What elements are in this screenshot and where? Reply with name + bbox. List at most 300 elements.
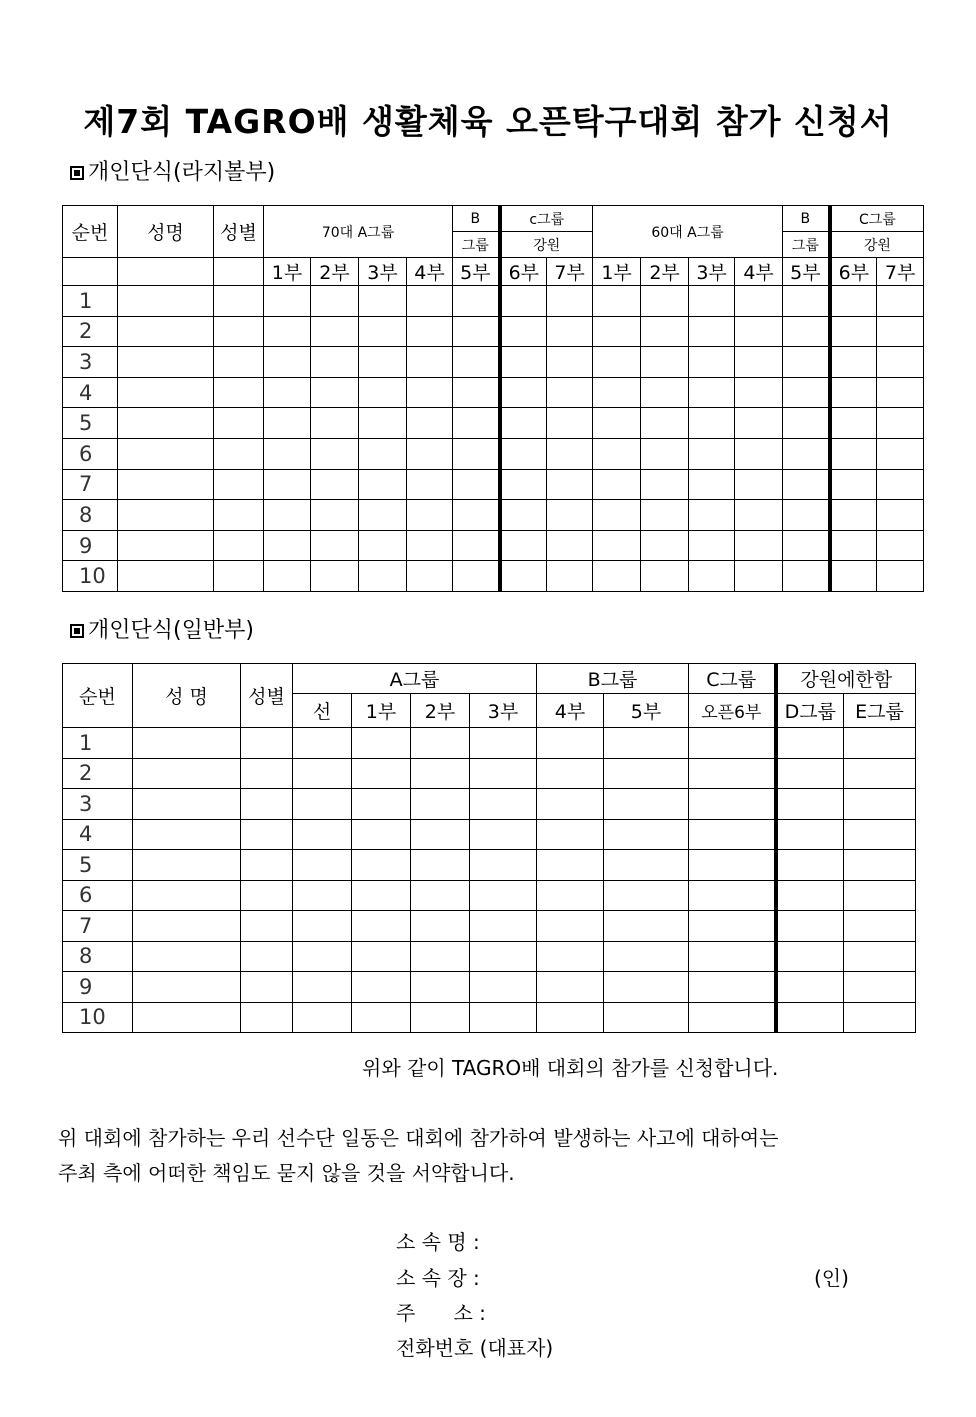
division-cell[interactable] bbox=[470, 911, 537, 942]
division-cell[interactable] bbox=[407, 438, 453, 469]
gender-cell[interactable] bbox=[214, 347, 264, 378]
division-cell[interactable] bbox=[293, 941, 352, 972]
division-cell[interactable] bbox=[352, 1002, 411, 1033]
division-cell[interactable] bbox=[877, 469, 924, 500]
division-cell[interactable] bbox=[359, 438, 407, 469]
division-cell[interactable] bbox=[689, 347, 735, 378]
division-cell[interactable] bbox=[547, 316, 593, 347]
division-cell[interactable] bbox=[470, 1002, 537, 1033]
division-cell[interactable] bbox=[470, 728, 537, 759]
division-cell[interactable] bbox=[735, 500, 783, 531]
division-cell[interactable] bbox=[830, 500, 877, 531]
division-cell[interactable] bbox=[411, 819, 470, 850]
header-name: 성 명 bbox=[133, 664, 241, 728]
division-cell[interactable] bbox=[604, 758, 689, 789]
division-cell[interactable] bbox=[407, 561, 453, 592]
division-cell[interactable] bbox=[537, 911, 604, 942]
division-cell[interactable] bbox=[844, 1002, 916, 1033]
name-cell[interactable] bbox=[133, 789, 241, 820]
table-row bbox=[63, 880, 916, 911]
division-cell[interactable] bbox=[352, 758, 411, 789]
division-cell[interactable] bbox=[689, 972, 776, 1003]
division-cell[interactable] bbox=[537, 819, 604, 850]
table-row bbox=[63, 850, 916, 881]
division-cell[interactable] bbox=[593, 469, 641, 500]
division-cell[interactable] bbox=[735, 530, 783, 561]
row-number: 10 bbox=[63, 561, 118, 592]
division-cell[interactable] bbox=[547, 469, 593, 500]
division-cell[interactable] bbox=[844, 941, 916, 972]
division-cell[interactable] bbox=[877, 347, 924, 378]
name-cell[interactable] bbox=[118, 408, 214, 439]
division-cell[interactable] bbox=[359, 530, 407, 561]
division-cell[interactable] bbox=[641, 316, 689, 347]
division-cell[interactable] bbox=[776, 789, 844, 820]
division-cell[interactable] bbox=[604, 972, 689, 1003]
division-cell[interactable] bbox=[641, 347, 689, 378]
division-cell[interactable] bbox=[293, 789, 352, 820]
division-cell[interactable] bbox=[783, 438, 830, 469]
division-cell[interactable] bbox=[359, 561, 407, 592]
division-cell[interactable] bbox=[776, 728, 844, 759]
division-cell[interactable] bbox=[470, 758, 537, 789]
division-cell[interactable] bbox=[407, 469, 453, 500]
division-cell[interactable] bbox=[844, 758, 916, 789]
division-cell[interactable] bbox=[311, 561, 359, 592]
gender-cell[interactable] bbox=[241, 789, 293, 820]
division-cell[interactable] bbox=[593, 347, 641, 378]
division-cell[interactable] bbox=[844, 911, 916, 942]
division-cell[interactable] bbox=[877, 530, 924, 561]
division-cell[interactable] bbox=[689, 911, 776, 942]
division-cell[interactable] bbox=[453, 408, 500, 439]
division-cell[interactable] bbox=[407, 347, 453, 378]
header-60s-group-a: 60대 A그룹 bbox=[593, 206, 783, 258]
name-cell[interactable] bbox=[133, 941, 241, 972]
gender-cell[interactable] bbox=[214, 438, 264, 469]
division-cell[interactable] bbox=[411, 789, 470, 820]
division-cell[interactable] bbox=[470, 880, 537, 911]
name-cell[interactable] bbox=[133, 1002, 241, 1033]
division-cell[interactable] bbox=[359, 286, 407, 317]
division-cell[interactable] bbox=[830, 286, 877, 317]
division-cell[interactable] bbox=[593, 408, 641, 439]
division-cell[interactable] bbox=[311, 377, 359, 408]
division-cell[interactable] bbox=[407, 316, 453, 347]
row-number: 9 bbox=[63, 530, 118, 561]
division-cell[interactable] bbox=[311, 530, 359, 561]
name-cell[interactable] bbox=[118, 377, 214, 408]
division-cell[interactable] bbox=[411, 941, 470, 972]
gender-cell[interactable] bbox=[241, 758, 293, 789]
division-cell[interactable] bbox=[604, 728, 689, 759]
division-cell[interactable] bbox=[537, 850, 604, 881]
row-number: 8 bbox=[63, 941, 133, 972]
division-cell[interactable] bbox=[844, 972, 916, 1003]
division-cell[interactable] bbox=[411, 1002, 470, 1033]
division-cell[interactable] bbox=[359, 316, 407, 347]
division-cell[interactable] bbox=[689, 561, 735, 592]
division-cell[interactable] bbox=[689, 530, 735, 561]
division-cell[interactable] bbox=[689, 850, 776, 881]
division-cell[interactable] bbox=[641, 438, 689, 469]
division-cell[interactable] bbox=[830, 377, 877, 408]
division-cell[interactable] bbox=[776, 972, 844, 1003]
division-cell[interactable] bbox=[641, 561, 689, 592]
division-cell[interactable] bbox=[604, 850, 689, 881]
division-cell[interactable] bbox=[359, 469, 407, 500]
division-cell[interactable] bbox=[689, 469, 735, 500]
division-cell[interactable] bbox=[877, 408, 924, 439]
division-cell[interactable] bbox=[407, 286, 453, 317]
division-cell[interactable] bbox=[352, 728, 411, 759]
division-cell[interactable] bbox=[604, 789, 689, 820]
division-cell[interactable] bbox=[689, 286, 735, 317]
division-cell[interactable] bbox=[453, 286, 500, 317]
header-name: 성명 bbox=[118, 206, 214, 258]
header-subdivision: E그룹 bbox=[844, 694, 916, 728]
division-cell[interactable] bbox=[877, 561, 924, 592]
division-cell[interactable] bbox=[293, 1002, 352, 1033]
row-number: 8 bbox=[63, 500, 118, 531]
division-cell[interactable] bbox=[641, 530, 689, 561]
division-cell[interactable] bbox=[689, 500, 735, 531]
division-cell[interactable] bbox=[537, 758, 604, 789]
division-cell[interactable] bbox=[830, 561, 877, 592]
gender-cell[interactable] bbox=[241, 972, 293, 1003]
division-cell[interactable] bbox=[877, 316, 924, 347]
name-cell[interactable] bbox=[118, 530, 214, 561]
table-row bbox=[63, 438, 924, 469]
division-cell[interactable] bbox=[293, 758, 352, 789]
division-cell[interactable] bbox=[453, 530, 500, 561]
division-cell[interactable] bbox=[264, 286, 311, 317]
name-cell[interactable] bbox=[118, 438, 214, 469]
division-cell[interactable] bbox=[293, 819, 352, 850]
name-cell[interactable] bbox=[133, 850, 241, 881]
division-cell[interactable] bbox=[500, 530, 547, 561]
division-cell[interactable] bbox=[470, 789, 537, 820]
division-cell[interactable] bbox=[604, 880, 689, 911]
division-cell[interactable] bbox=[470, 941, 537, 972]
division-cell[interactable] bbox=[293, 911, 352, 942]
header-subdivision: 5부 bbox=[604, 694, 689, 728]
division-cell[interactable] bbox=[830, 408, 877, 439]
division-cell[interactable] bbox=[547, 561, 593, 592]
name-cell[interactable] bbox=[133, 972, 241, 1003]
division-cell[interactable] bbox=[776, 819, 844, 850]
division-cell[interactable] bbox=[783, 408, 830, 439]
division-cell[interactable] bbox=[537, 1002, 604, 1033]
header-no: 순번 bbox=[63, 206, 118, 258]
division-cell[interactable] bbox=[500, 408, 547, 439]
division-cell[interactable] bbox=[641, 500, 689, 531]
division-cell[interactable] bbox=[359, 500, 407, 531]
square-bullet-icon bbox=[70, 624, 84, 638]
header-subdivision: 4부 bbox=[537, 694, 604, 728]
gender-cell[interactable] bbox=[241, 850, 293, 881]
name-cell[interactable] bbox=[118, 286, 214, 317]
division-cell[interactable] bbox=[500, 469, 547, 500]
address-label: 주 소 : bbox=[396, 1301, 486, 1325]
division-cell[interactable] bbox=[500, 347, 547, 378]
division-cell[interactable] bbox=[735, 286, 783, 317]
header-group-a: A그룹 bbox=[293, 664, 537, 694]
division-cell[interactable] bbox=[537, 941, 604, 972]
division-cell[interactable] bbox=[352, 850, 411, 881]
division-cell[interactable] bbox=[844, 819, 916, 850]
gender-cell[interactable] bbox=[214, 316, 264, 347]
division-cell[interactable] bbox=[776, 941, 844, 972]
row-number: 2 bbox=[63, 316, 118, 347]
division-cell[interactable] bbox=[264, 408, 311, 439]
division-cell[interactable] bbox=[352, 911, 411, 942]
division-cell[interactable] bbox=[830, 469, 877, 500]
division-cell[interactable] bbox=[264, 377, 311, 408]
division-cell[interactable] bbox=[293, 850, 352, 881]
division-cell[interactable] bbox=[689, 880, 776, 911]
division-cell[interactable] bbox=[641, 408, 689, 439]
division-cell[interactable] bbox=[407, 377, 453, 408]
division-cell[interactable] bbox=[311, 438, 359, 469]
gender-cell[interactable] bbox=[241, 941, 293, 972]
division-cell[interactable] bbox=[735, 469, 783, 500]
division-cell[interactable] bbox=[776, 911, 844, 942]
division-cell[interactable] bbox=[352, 789, 411, 820]
division-cell[interactable] bbox=[830, 316, 877, 347]
name-cell[interactable] bbox=[118, 347, 214, 378]
division-cell[interactable] bbox=[877, 438, 924, 469]
name-cell[interactable] bbox=[133, 819, 241, 850]
division-cell[interactable] bbox=[352, 880, 411, 911]
division-cell[interactable] bbox=[411, 850, 470, 881]
division-cell[interactable] bbox=[407, 408, 453, 439]
gender-cell[interactable] bbox=[214, 469, 264, 500]
division-cell[interactable] bbox=[293, 728, 352, 759]
division-cell[interactable] bbox=[453, 438, 500, 469]
division-cell[interactable] bbox=[264, 469, 311, 500]
division-cell[interactable] bbox=[735, 347, 783, 378]
name-cell[interactable] bbox=[118, 561, 214, 592]
division-cell[interactable] bbox=[537, 880, 604, 911]
division-cell[interactable] bbox=[537, 972, 604, 1003]
division-cell[interactable] bbox=[783, 316, 830, 347]
division-cell[interactable] bbox=[735, 316, 783, 347]
division-cell[interactable] bbox=[264, 316, 311, 347]
gender-cell[interactable] bbox=[241, 880, 293, 911]
division-cell[interactable] bbox=[359, 377, 407, 408]
division-cell[interactable] bbox=[500, 286, 547, 317]
division-cell[interactable] bbox=[500, 561, 547, 592]
division-cell[interactable] bbox=[844, 728, 916, 759]
name-cell[interactable] bbox=[133, 911, 241, 942]
division-cell[interactable] bbox=[500, 438, 547, 469]
division-cell[interactable] bbox=[877, 377, 924, 408]
division-cell[interactable] bbox=[453, 500, 500, 531]
division-cell[interactable] bbox=[264, 347, 311, 378]
division-cell[interactable] bbox=[604, 911, 689, 942]
division-cell[interactable] bbox=[407, 530, 453, 561]
division-cell[interactable] bbox=[547, 377, 593, 408]
division-cell[interactable] bbox=[689, 941, 776, 972]
division-cell[interactable] bbox=[689, 758, 776, 789]
division-cell[interactable] bbox=[783, 469, 830, 500]
division-cell[interactable] bbox=[689, 377, 735, 408]
division-cell[interactable] bbox=[411, 880, 470, 911]
gender-cell[interactable] bbox=[214, 530, 264, 561]
division-cell[interactable] bbox=[689, 438, 735, 469]
division-cell[interactable] bbox=[604, 1002, 689, 1033]
division-cell[interactable] bbox=[689, 408, 735, 439]
division-cell[interactable] bbox=[776, 758, 844, 789]
division-cell[interactable] bbox=[500, 316, 547, 347]
division-cell[interactable] bbox=[293, 972, 352, 1003]
name-cell[interactable] bbox=[133, 758, 241, 789]
division-cell[interactable] bbox=[264, 561, 311, 592]
division-cell[interactable] bbox=[547, 438, 593, 469]
division-cell[interactable] bbox=[830, 347, 877, 378]
division-cell[interactable] bbox=[470, 850, 537, 881]
division-cell[interactable] bbox=[352, 941, 411, 972]
division-cell[interactable] bbox=[593, 530, 641, 561]
division-cell[interactable] bbox=[689, 789, 776, 820]
name-cell[interactable] bbox=[118, 316, 214, 347]
division-cell[interactable] bbox=[264, 500, 311, 531]
division-cell[interactable] bbox=[593, 377, 641, 408]
division-cell[interactable] bbox=[264, 530, 311, 561]
header-b-group-label: B bbox=[453, 206, 500, 232]
division-cell[interactable] bbox=[500, 500, 547, 531]
table-row bbox=[63, 561, 924, 592]
division-cell[interactable] bbox=[407, 500, 453, 531]
division-cell[interactable] bbox=[689, 819, 776, 850]
table-row bbox=[63, 941, 916, 972]
phone-label: 전화번호 (대표자) bbox=[396, 1336, 554, 1360]
table-row bbox=[63, 500, 924, 531]
division-cell[interactable] bbox=[311, 286, 359, 317]
division-cell[interactable] bbox=[311, 500, 359, 531]
division-cell[interactable] bbox=[593, 286, 641, 317]
gender-cell[interactable] bbox=[214, 377, 264, 408]
division-cell[interactable] bbox=[593, 438, 641, 469]
division-cell[interactable] bbox=[453, 316, 500, 347]
division-cell[interactable] bbox=[844, 880, 916, 911]
division-cell[interactable] bbox=[735, 438, 783, 469]
gender-cell[interactable] bbox=[241, 1002, 293, 1033]
division-cell[interactable] bbox=[359, 408, 407, 439]
division-cell[interactable] bbox=[264, 438, 311, 469]
division-cell[interactable] bbox=[547, 500, 593, 531]
division-cell[interactable] bbox=[352, 972, 411, 1003]
division-cell[interactable] bbox=[411, 972, 470, 1003]
gender-cell[interactable] bbox=[241, 819, 293, 850]
division-cell[interactable] bbox=[735, 561, 783, 592]
division-cell[interactable] bbox=[311, 408, 359, 439]
division-cell[interactable] bbox=[470, 819, 537, 850]
division-cell[interactable] bbox=[689, 1002, 776, 1033]
name-cell[interactable] bbox=[133, 728, 241, 759]
header-group-b: B그룹 bbox=[537, 664, 689, 694]
gender-cell[interactable] bbox=[241, 911, 293, 942]
division-cell[interactable] bbox=[844, 789, 916, 820]
division-cell[interactable] bbox=[453, 347, 500, 378]
division-cell[interactable] bbox=[783, 530, 830, 561]
gender-cell[interactable] bbox=[241, 728, 293, 759]
division-cell[interactable] bbox=[830, 530, 877, 561]
division-cell[interactable] bbox=[311, 469, 359, 500]
division-cell[interactable] bbox=[311, 347, 359, 378]
division-cell[interactable] bbox=[411, 728, 470, 759]
row-number: 4 bbox=[63, 377, 118, 408]
header-subdivision: 2부 bbox=[411, 694, 470, 728]
division-cell[interactable] bbox=[604, 819, 689, 850]
division-cell[interactable] bbox=[735, 408, 783, 439]
name-cell[interactable] bbox=[118, 469, 214, 500]
header-group-c: C그룹 bbox=[689, 664, 776, 694]
division-cell[interactable] bbox=[877, 286, 924, 317]
gender-cell[interactable] bbox=[214, 286, 264, 317]
division-cell[interactable] bbox=[293, 880, 352, 911]
division-cell[interactable] bbox=[311, 316, 359, 347]
division-cell[interactable] bbox=[500, 377, 547, 408]
division-cell[interactable] bbox=[593, 500, 641, 531]
division-cell[interactable] bbox=[689, 316, 735, 347]
division-cell[interactable] bbox=[735, 377, 783, 408]
gender-cell[interactable] bbox=[214, 408, 264, 439]
division-cell[interactable] bbox=[453, 561, 500, 592]
division-cell[interactable] bbox=[641, 286, 689, 317]
name-cell[interactable] bbox=[118, 500, 214, 531]
division-cell[interactable] bbox=[641, 469, 689, 500]
division-cell[interactable] bbox=[593, 316, 641, 347]
table-row bbox=[63, 316, 924, 347]
gender-cell[interactable] bbox=[214, 561, 264, 592]
division-cell[interactable] bbox=[783, 286, 830, 317]
division-cell[interactable] bbox=[641, 377, 689, 408]
division-cell[interactable] bbox=[352, 819, 411, 850]
division-cell[interactable] bbox=[537, 728, 604, 759]
division-cell[interactable] bbox=[689, 728, 776, 759]
division-cell[interactable] bbox=[783, 347, 830, 378]
division-cell[interactable] bbox=[783, 561, 830, 592]
division-cell[interactable] bbox=[359, 347, 407, 378]
division-cell[interactable] bbox=[830, 438, 877, 469]
division-cell[interactable] bbox=[604, 941, 689, 972]
division-cell[interactable] bbox=[537, 789, 604, 820]
division-cell[interactable] bbox=[547, 530, 593, 561]
division-cell[interactable] bbox=[547, 347, 593, 378]
division-cell[interactable] bbox=[593, 561, 641, 592]
division-cell[interactable] bbox=[776, 880, 844, 911]
division-cell[interactable] bbox=[470, 972, 537, 1003]
division-cell[interactable] bbox=[453, 377, 500, 408]
division-cell[interactable] bbox=[547, 408, 593, 439]
division-cell[interactable] bbox=[411, 758, 470, 789]
division-cell[interactable] bbox=[547, 286, 593, 317]
division-cell[interactable] bbox=[411, 911, 470, 942]
division-cell[interactable] bbox=[783, 500, 830, 531]
division-cell[interactable] bbox=[776, 850, 844, 881]
division-cell[interactable] bbox=[877, 500, 924, 531]
name-cell[interactable] bbox=[133, 880, 241, 911]
division-cell[interactable] bbox=[783, 377, 830, 408]
division-cell[interactable] bbox=[453, 469, 500, 500]
row-number: 6 bbox=[63, 880, 133, 911]
division-cell[interactable] bbox=[844, 850, 916, 881]
header-division: 4부 bbox=[735, 258, 783, 286]
division-cell[interactable] bbox=[776, 1002, 844, 1033]
gender-cell[interactable] bbox=[214, 500, 264, 531]
